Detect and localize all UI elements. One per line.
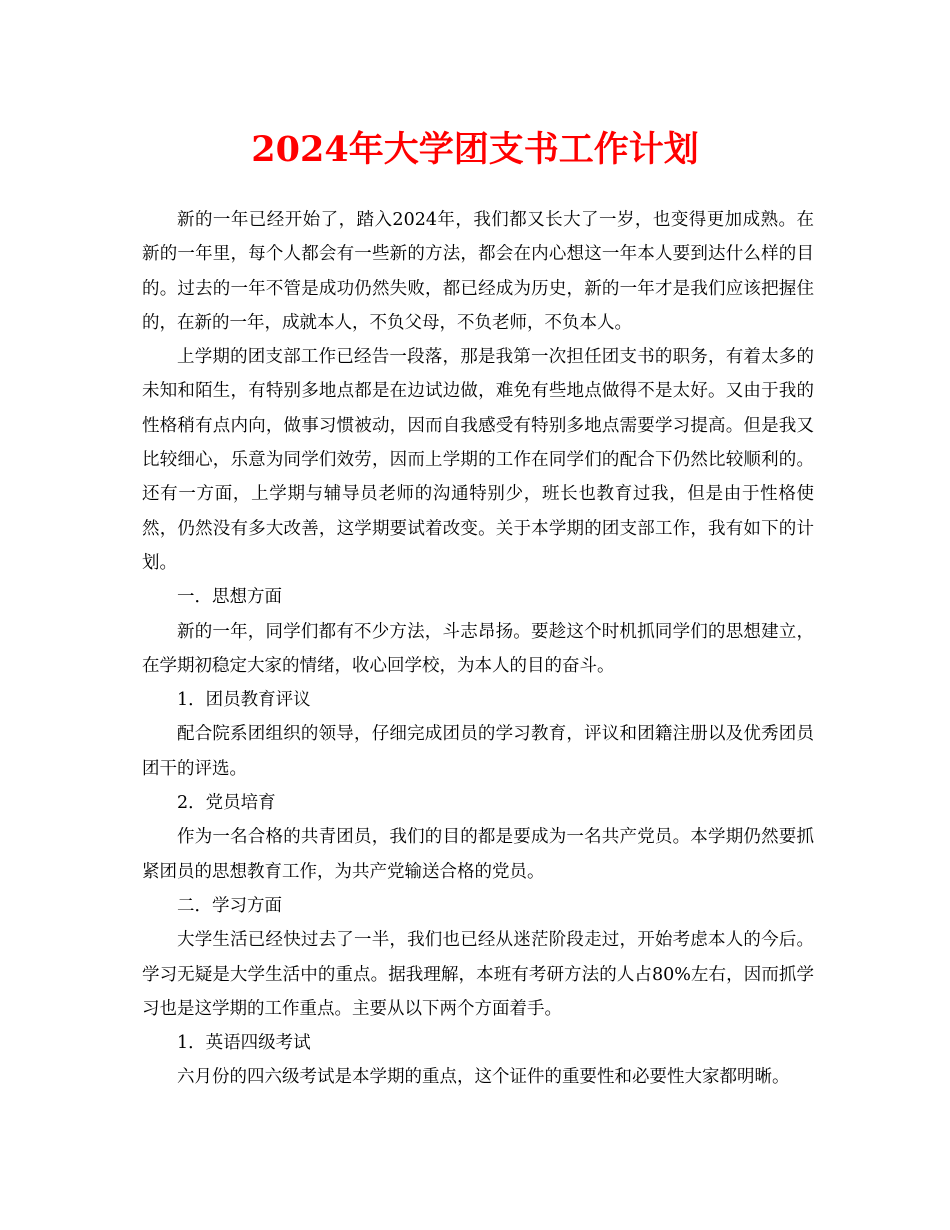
section-heading-thought: 一．思想方面 xyxy=(177,587,282,608)
subheading-cet4: 1．英语四级考试 xyxy=(177,1033,311,1054)
subheading-member-evaluation: 1．团员教育评议 xyxy=(177,690,311,711)
paragraph-cet4: 六月份的四六级考试是本学期的重点，这个证件的重要性和必要性大家都明晰。 xyxy=(177,1067,790,1088)
document-title: 2024年大学团支书工作计划 xyxy=(251,129,699,170)
paragraph-study: 大学生活已经快过去了一半，我们也已经从迷茫阶段走过，开始考虑本人的今后。学习无疑是大学生活中的重点。据我理解，本班有考研方法的人占80%左右，因而抓学习也是这学期的工作重点。主要从以下两个方面着手。 xyxy=(142,930,814,1019)
paragraph-intro: 新的一年已经开始了，踏入2024年，我们都又长大了一岁，也变得更加成熟。在新的一年里，每个人都会有一些新的方法，都会在内心想这一年本人要到达什么样的目的。过去的一年不管是成功仍然失败，都已经成为历史，新的一年才是我们应该把握住的，在新的一年，成就本人，不负父母，不负老师，不负本人。 xyxy=(142,210,814,333)
section-heading-study: 二．学习方面 xyxy=(177,895,282,916)
paragraph-member-evaluation: 配合院系团组织的领导，仔细完成团员的学习教育，评议和团籍注册以及优秀团员团干的评选。 xyxy=(142,724,814,779)
paragraph-party-training: 作为一名合格的共青团员，我们的目的都是要成为一名共产党员。本学期仍然要抓紧团员的思想教育工作，为共产党输送合格的党员。 xyxy=(142,827,814,882)
paragraph-last-semester: 上学期的团支部工作已经告一段落，那是我第一次担任团支书的职务，有着太多的未知和陌生，有特别多地点都是在边试边做，难免有些地点做得不是太好。又由于我的性格稍有点内向，做事习惯被动，因而自我感受有特别多地点需要学习提高。但是我又比较细心，乐意为同学们效劳，因而上学期的工作在同学们的配合下仍然比较顺利的。还有一方面，上学期与辅导员老师的沟通特别少，班长也教育过我，但是由于性格使然，仍然没有多大改善，这学期要试着改变。关于本学期的团支部工作，我有如下的计划。 xyxy=(142,347,814,573)
subheading-party-training: 2．党员培育 xyxy=(177,793,276,814)
paragraph-thought: 新的一年，同学们都有不少方法，斗志昂扬。要趁这个时机抓同学们的思想建立，在学期初稳定大家的情绪，收心回学校，为本人的目的奋斗。 xyxy=(142,621,814,676)
document-body xyxy=(142,203,814,1095)
